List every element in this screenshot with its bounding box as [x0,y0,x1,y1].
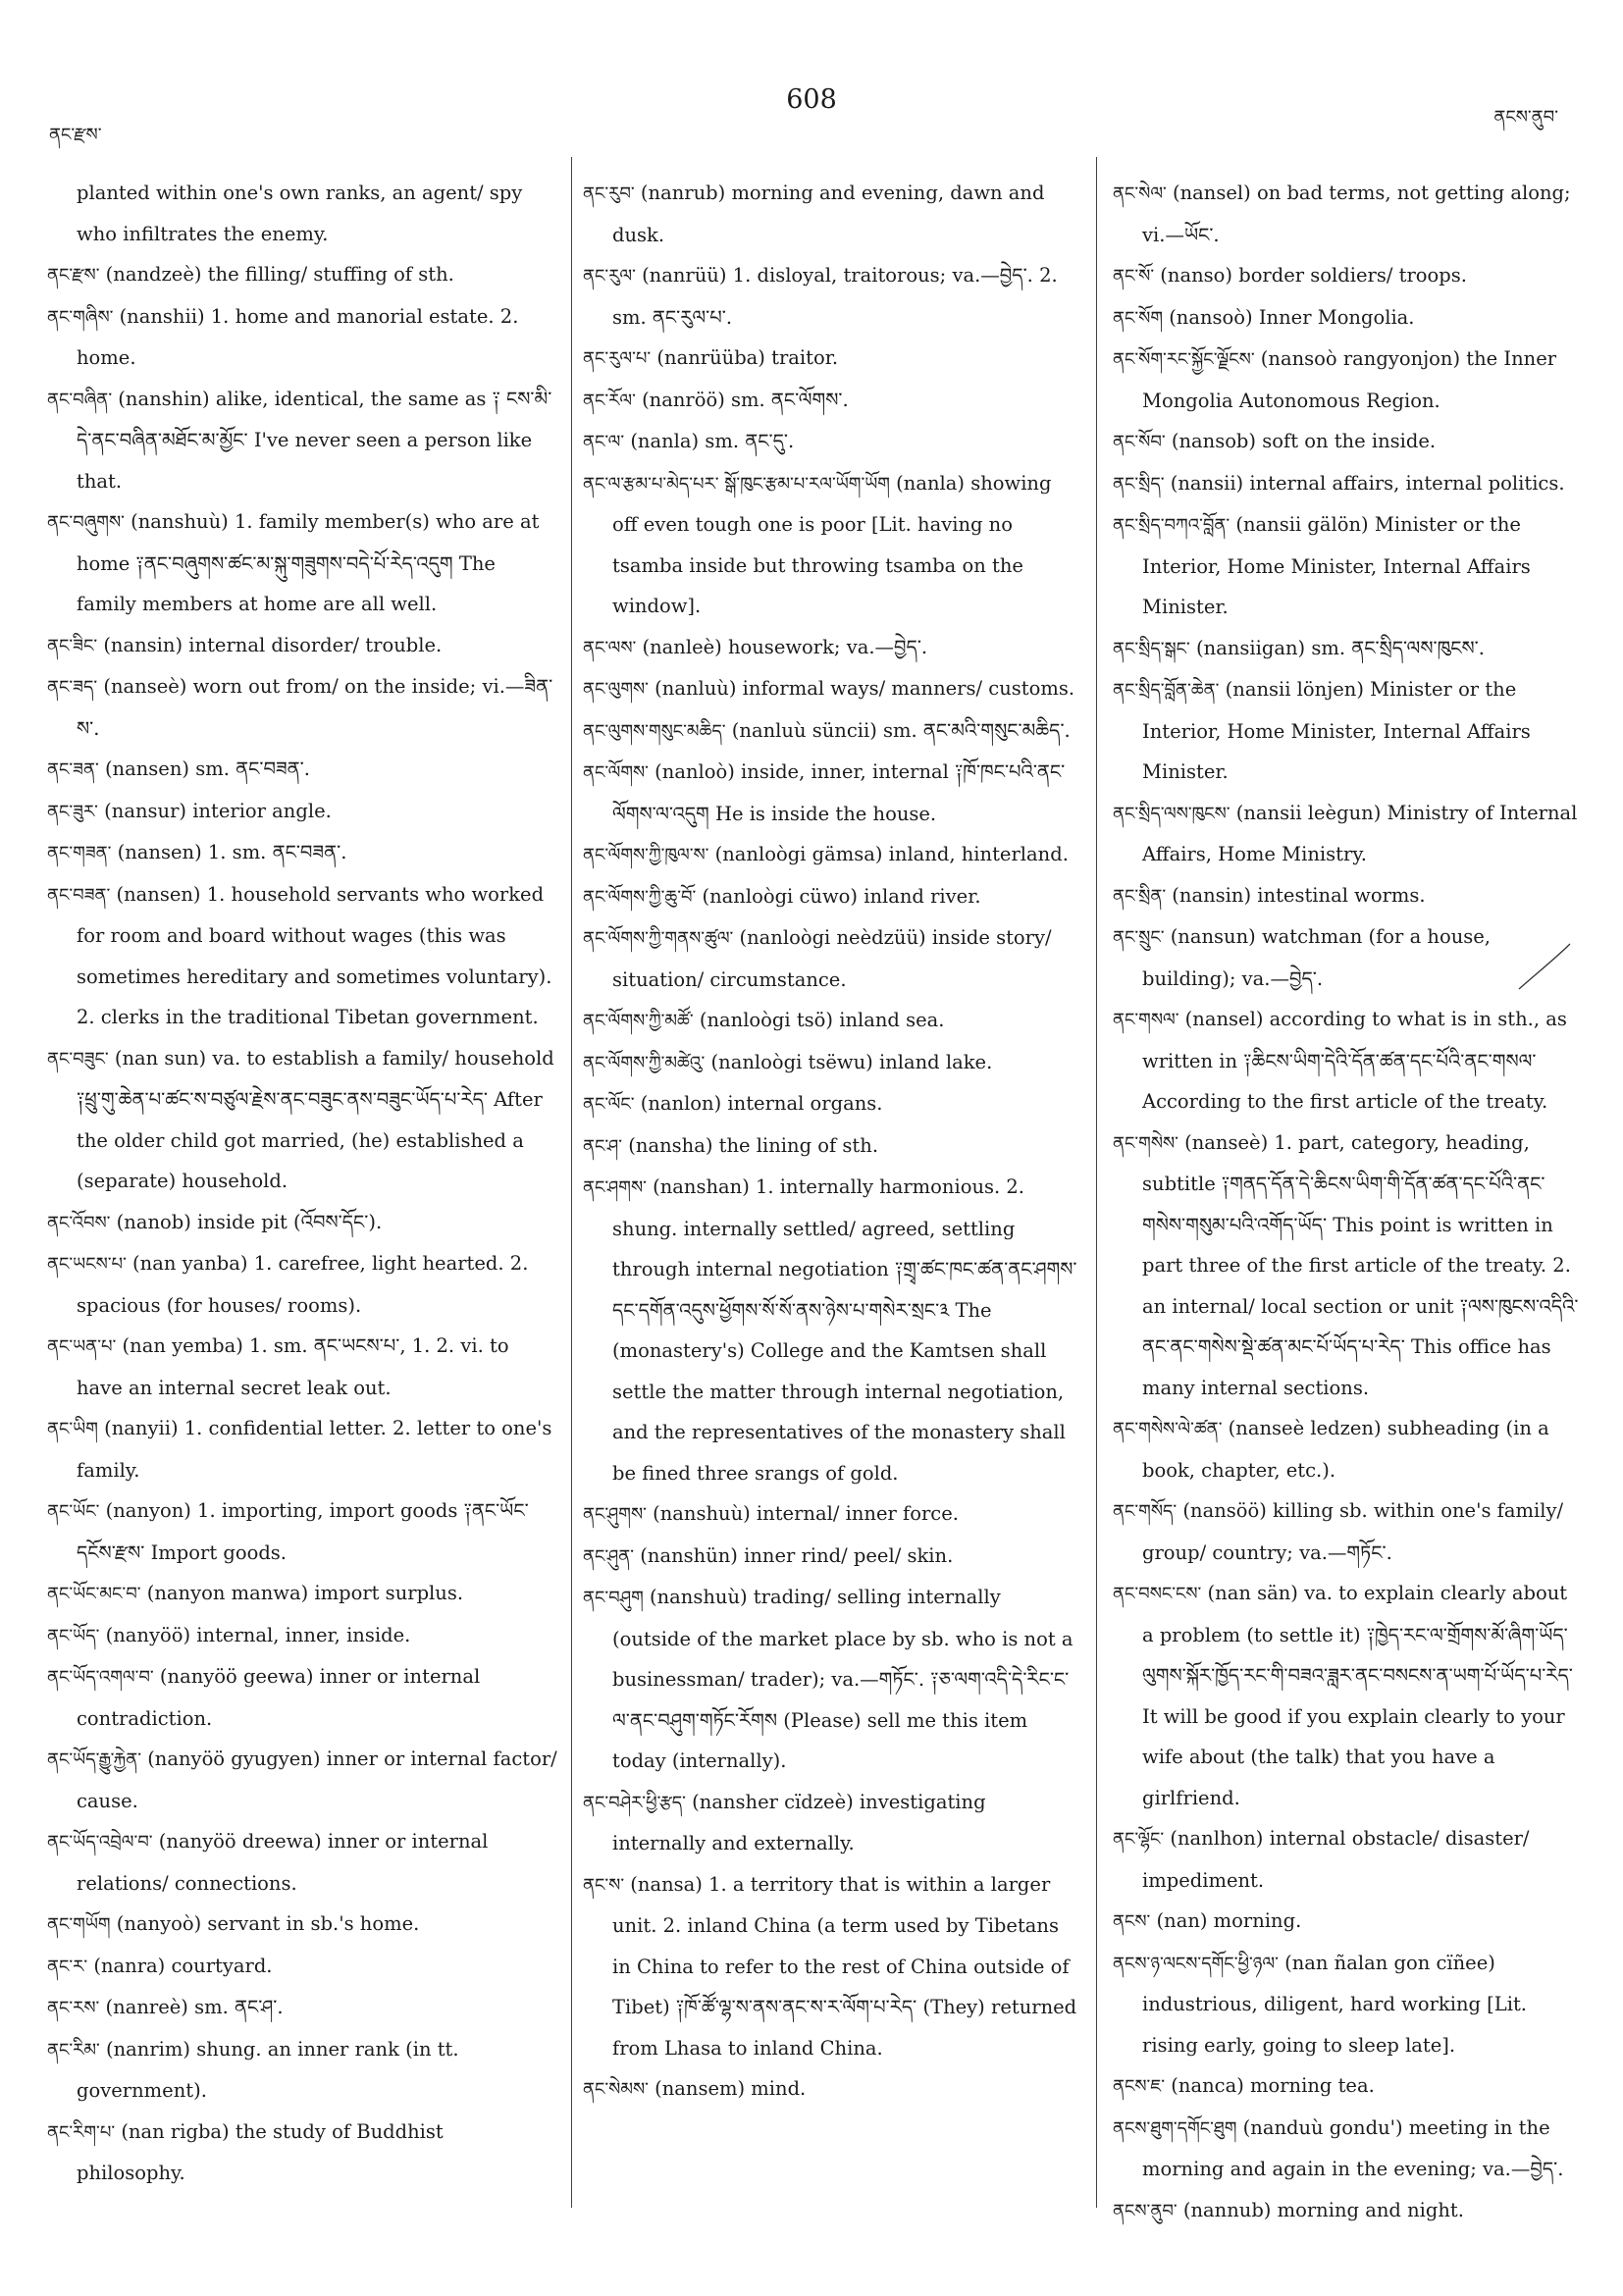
dictionary-entry [1113,2108,1584,2190]
dictionary-entry [583,1782,1079,1864]
dictionary-entry [47,1656,557,1739]
entry-headword: ནང་གསེས་ [1113,1132,1178,1154]
entry-headword: ནང་གཞིས་ [47,306,114,328]
dictionary-entry [583,1864,1079,2069]
entry-headword: ནང་སེལ་ [1113,183,1167,204]
entry-definition: (nandzeè) the filling/ stuffing of sth. [99,263,454,286]
dictionary-entry [583,668,1079,710]
entry-headword: ནངས་ [1113,1911,1151,1932]
entry-headword: ནང་ལྷོང་ [1113,1829,1165,1850]
entry-headword: ནང་ལོགས་ཀྱི་ཆུ་བོ་ [583,886,697,908]
dictionary-entry [47,1739,557,1821]
entry-headword: ནང་ལོགས་ཀྱི་མཚེའུ་ [583,1052,706,1073]
dictionary-entry [47,296,557,379]
entry-headword: ནང་ཤུན་ [583,1545,635,1567]
dictionary-entry [583,1167,1079,1493]
entry-definition: (nanla) showing off even tough one is poor [Lit. having no tsamba inside but throwing tsamba on the window]. [612,471,1052,617]
entry-definition: (nan sän) va. to explain clearly about a problem (to settle it) ༑ཁྱེད་རང་ལ་གྲོགས་མོ་ཞིག་ཡོད་ལུགས་སྐོར་ཁྱོད་རང་གི་བཟའ་ཟླར་ནང་བསངས་ན་ཡག་པོ་ཡོད་པ་རེད་ It will be good if you explain clearly to your wife about (the talk) that you have a girlfriend. [1142,1582,1573,1809]
entry-definition: (nansii lönjen) Minister or the Interior, Home Minister, Internal Affairs Minister. [1142,678,1531,783]
entry-headword: ནང་འོབས་ [47,1212,111,1233]
entry-definition: (nanyöö) internal, inner, inside. [99,1623,411,1646]
dictionary-entry [1113,504,1584,628]
entry-definition: (nanyöö dreewa) inner or internal relations/ connections. [77,1830,489,1895]
dictionary-entry [583,1536,1079,1578]
column-divider [571,157,572,2208]
entry-definition: (nanloògi tsö) inland sea. [693,1009,945,1031]
entry-headword: ནང་ལུགས་ [583,679,649,700]
dictionary-entry [47,1987,557,2029]
dictionary-entry [1113,1818,1584,1901]
entry-headword: ནང་རུབ་ [583,183,635,204]
entry-definition: (nanyöö geewa) inner or internal contradiction. [77,1665,481,1730]
entry-headword: ནང་ཟུར་ [47,801,98,822]
entry-definition: (nansoò) Inner Mongolia. [1163,305,1415,329]
dictionary-entry [47,1408,557,1490]
entry-headword: ནང་རུལ་ [583,266,636,287]
entry-headword: ནང་གཡོག [47,1914,111,1935]
entry-headword: ནང་སྲིན་ [1113,885,1167,907]
entry-definition: (nansen) sm. ནང་བཟན་. [98,757,310,780]
entry-definition: (nanshün) inner rind/ peel/ skin. [634,1543,954,1567]
entry-headword: ནང་ལ་ [583,432,625,452]
dictionary-entry [47,874,557,1038]
entry-headword: ནང་ལོགས་ཀྱི་གནས་ཚུལ་ [583,928,734,949]
dictionary-entry [583,1000,1079,1042]
entry-definition: (nanduù gondu') meeting in the morning and again in the evening; va.—བྱེད་. [1142,2115,1564,2180]
entry-headword: ནང་ཡངས་པ་ [47,1254,127,1275]
dictionary-entry [583,2068,1079,2111]
dictionary-entry [583,1083,1079,1125]
entry-definition: (nan ñalan gon cïñee) industrious, diligent, hard working [Lit. rising early, going to sleep late]. [1142,1951,1528,2057]
column-middle [583,173,1079,2111]
dictionary-entry [1113,2190,1584,2232]
entry-definition: (nanshan) 1. internally harmonious. 2. shung. internally settled/ agreed, settling through internal negotiation ༑གྲྭ་ཚང་ཁང་ཚན་ནང་ཤགས་དང་དགོན་འདུས་ཕྱོགས་སོ་སོ་ནས་ཉེས་པ་གསེར་སྲང་༣ The (monastery's) College and the Kamtsen shall settle the matter through internal negotiation, and the representatives of the monastery shall be fined three srangs of gold. [612,1175,1077,1485]
entry-definition: (nansii) internal affairs, internal politics. [1164,471,1565,495]
entry-definition: (nanluù) informal ways/ manners/ customs. [648,677,1075,700]
dictionary-entry [1113,793,1584,875]
dictionary-entry [583,380,1079,422]
entry-definition: (nanso) border soldiers/ troops. [1154,264,1467,287]
dictionary-entry [1113,1408,1584,1490]
entry-definition: (nansur) interior angle. [97,799,332,822]
entry-definition: (nan rigba) the study of Buddhist philosophy. [77,2119,444,2184]
dictionary-entry [583,173,1079,255]
entry-definition: (nanca) morning tea. [1165,2074,1375,2097]
entry-definition: (nansii gälön) Minister or the Interior, Home Minister, Internal Affairs Minister. [1142,513,1531,618]
dictionary-entry [47,625,557,667]
dictionary-entry [583,710,1079,753]
dictionary-entry [583,876,1079,918]
entry-definition: (nansiigan) sm. ནང་སྲིད་ལས་ཁུངས་. [1189,636,1485,659]
entry-headword: ནང་སྲུང་ [1113,927,1165,948]
dictionary-entry [47,1615,557,1657]
entry-definition: (nansoò rangyonjon) the Inner Mongolia Autonomous Region. [1142,347,1557,412]
entry-headword: ནང་གསོད་ [1113,1501,1178,1522]
dictionary-entry [1113,255,1584,297]
entry-definition: (nan) morning. [1150,1909,1302,1932]
entry-headword: ནང་ལོགས་ཀྱི་ཁུལ་ས་ [583,845,709,865]
entry-headword: ནང་སྲིད་ [1113,473,1165,495]
entry-headword: ནང་ཟིང་ [47,635,98,656]
dictionary-entry [583,1042,1079,1084]
entry-headword: ནང་ཟད་ [47,677,98,698]
entry-definition: (nanla) sm. ནང་དུ་. [624,430,795,452]
entry-definition: (nannub) morning and night. [1177,2198,1464,2221]
entry-definition: (nanleè) housework; va.—བྱེད་. [636,635,928,658]
entry-headword: ནང་བསང་ངས་ [1113,1584,1202,1604]
entry-headword: ནང་ཤགས་ [583,1177,647,1198]
entry-headword: ནང་གསལ་ [1113,1010,1179,1030]
entry-headword: ནང་བཤུག [583,1588,644,1608]
entry-definition: (nanrim) shung. an inner rank (in tt. government). [77,2037,459,2102]
entry-headword: ནང་ལོགས་ཀྱི་མཚོ་ [583,1011,694,1031]
entry-headword: ནང་བཟུང་ [47,1048,109,1070]
entry-headword: ནང་སོ་ [1113,266,1155,287]
dictionary-entry [1113,628,1584,670]
entry-headword: ནང་ཤ་ [583,1135,623,1157]
entry-headword: ནང་སོག [1113,307,1163,329]
dictionary-entry [583,463,1079,627]
column-right [1113,173,1584,2231]
entry-headword: ནང་སྲིད་སྒང་ [1113,638,1190,659]
entry-headword: ནང་རིམ་ [47,2039,100,2061]
dictionary-entry [47,2112,557,2194]
dictionary-entry [583,917,1079,1000]
dictionary-entry [583,627,1079,669]
entry-definition: (nanrüü) 1. disloyal, traitorous; va.—བྱེད་. 2. sm. ནང་རུལ་པ་. [612,264,1058,329]
dictionary-entry [1113,297,1584,339]
dictionary-entry [1113,339,1584,421]
dictionary-entry [1113,463,1584,505]
dictionary-entry [47,1904,557,1946]
entry-definition: (nansa) 1. a territory that is within a larger unit. 2. inland China (a term used by Tibetans in China to refer to the rest of China outside of Tibet) ༑ཁོ་ཚོ་ལྷ་ས་ནས་ནང་ས་ར་ལོག་པ་རེད་ (They) returned from Lhasa to inland China. [612,1872,1077,2060]
entry-headword: ནངས་ཇ་ [1113,2076,1166,2097]
dictionary-entry [1113,1490,1584,1573]
entry-headword: ནང་ས་ [583,1874,625,1896]
entry-headword: ནང་ཤུགས་ [583,1504,647,1525]
entry-definition: (nansin) internal disorder/ trouble. [97,633,443,656]
entry-definition: (nanreè) sm. ནང་ཤ་. [99,1996,284,2018]
entry-definition: (nanloò) inside, inner, internal ༑ཁོ་ཁང་པའི་ནང་ལོགས་ལ་འདུག He is inside the house. [612,760,1066,825]
entry-definition: (nanyoò) servant in sb.'s home. [110,1912,420,1935]
dictionary-entry [47,1573,557,1615]
dictionary-entry [47,1326,557,1408]
dictionary-entry [47,1038,557,1202]
entry-headword: ནང་གསེས་ལེ་ཚན་ [1113,1419,1223,1439]
entry-headword: ནང་ལོགས་ [583,762,649,783]
dictionary-entry [47,379,557,502]
entry-headword: ནང་རས་ [47,1998,100,2018]
page-number: 608 [786,84,837,115]
entry-definition: (nansen) 1. sm. ནང་བཟན་. [111,841,347,863]
entry-headword: ནང་བཞིན་ [47,389,113,410]
entry-definition: (nanshuù) trading/ selling internally (outside of the market place by sb. who is not a businessman/ trader); va.—གཏོང་. ༑ཅ་ལག་འདི་དེ་རིང་ང་ལ་ནང་བཤུག་གཏོང་རོགས (Please) sell me this item today (internally). [612,1586,1073,1772]
entry-definition: (nansem) mind. [648,2077,807,2100]
dictionary-entry [583,338,1079,380]
entry-headword: ནང་བཤེར་ཕྱི་རྩད་ [583,1792,686,1813]
dictionary-entry [1113,999,1584,1122]
dictionary-entry [47,749,557,791]
entry-definition: (nanshii) 1. home and manorial estate. 2. home. [77,304,519,369]
entry-headword: ནང་རིག་པ་ [47,2121,116,2143]
column-left [47,173,557,2194]
entry-definition: (nanrüüba) traitor. [651,346,839,369]
entry-headword: ནང་བཟན་ [47,884,111,906]
entry-headword: ནང་ཡན་པ་ [47,1336,117,1357]
dictionary-entry [47,1821,557,1904]
dictionary-entry [583,421,1079,463]
dictionary-entry [1113,916,1584,999]
entry-headword: ནང་ར་ [47,1956,88,1977]
entry-headword: ནང་སོག་རང་སྐྱོང་ལྗོངས་ [1113,349,1255,370]
entry-headword: ནང་ཡོང་མང་བ་ [47,1584,141,1604]
pencil-mark-icon [1517,942,1572,991]
entry-definition: (nanyon) 1. importing, import goods ༑ནང་ཡོང་དངོས་རྫས་ Import goods. [77,1499,529,1564]
dictionary-entry [47,1243,557,1326]
dictionary-entry [1113,1573,1584,1818]
entry-definition: (nanröö) sm. ནང་ལོགས་. [635,388,849,411]
entry-headword: ནང་སྲིད་བཀའ་བློན་ [1113,515,1230,536]
dictionary-entry [1113,421,1584,463]
dictionary-entry [1113,173,1584,255]
entry-headword: ནངས་ཉ་ལངས་དགོང་ཕྱི་ཉལ་ [1113,1953,1279,1974]
entry-headword: ནང་སྲིད་ལས་ཁུངས་ [1113,803,1230,824]
entry-definition: (nansha) the lining of sth. [622,1133,879,1157]
dictionary-entry [583,834,1079,876]
entry-headword: ནང་སྲིད་བློན་ཆེན་ [1113,680,1220,701]
guide-word-left: ནང་རྫས་ [49,125,102,145]
dictionary-entry [1113,1122,1584,1409]
entry-headword: ནང་སོབ་ [1113,432,1166,452]
entry-headword: ནང་རྫས་ [47,265,100,286]
dictionary-entry [47,2029,557,2112]
guide-word-right: ནངས་ནུབ་ [1493,107,1558,128]
entry-definition: (nan yanba) 1. carefree, light hearted. 2. spacious (for houses/ rooms). [77,1252,529,1317]
dictionary-entry [583,1493,1079,1536]
entry-definition: (nanluù süncii) sm. ནང་མའི་གསུང་མཆིད་. [725,718,1071,742]
entry-headword: ནང་ཡོད་འགལ་བ་ [47,1667,154,1688]
entry-headword: ནང་ཡོད་རྒྱུ་རྐྱེན་ [47,1749,141,1770]
column-divider [1096,157,1097,2208]
dictionary-entry [583,752,1079,834]
dictionary-entry [583,1125,1079,1168]
entry-headword: ནང་ཡོང་ [47,1501,100,1522]
entry-definition: (nansel) according to what is in sth., as written in ༑ཆིངས་ཡིག་དེའི་དོན་ཚན་དང་པོའི་ནང་གསལ་ According to the first article of the treaty. [1142,1008,1567,1113]
entry-definition: planted within one's own ranks, an agent/ spy who infiltrates the enemy. [77,182,523,245]
entry-definition: (nansun) watchman (for a house, building); va.—བྱེད་. [1142,925,1491,990]
dictionary-entry [1113,669,1584,793]
entry-headword: ནང་གཟན་ [47,843,112,863]
entry-headword: ནང་ལོང་ [583,1094,635,1115]
dictionary-entry [47,791,557,833]
entry-headword: ནང་ལ་རྩམ་པ་མེད་པར་ སྒོ་ཁུང་རྩམ་པ་རལ་ཡོག་ཡོག [583,473,890,495]
entry-definition: (nanlhon) internal obstacle/ disaster/ impediment. [1142,1827,1530,1892]
entry-definition: (nanloògi neèdzüü) inside story/ situation/ circumstance. [612,926,1052,991]
dictionary-entry [47,1202,557,1244]
entry-definition: (nansin) intestinal worms. [1166,883,1426,907]
entry-definition: (nanshuù) 1. family member(s) who are at home ༑ནང་བཞུགས་ཚང་མ་སྐུ་གཟུགས་བདེ་པོ་རེད་འདུག The family members at home are all well. [77,510,540,615]
dictionary-entry [47,254,557,296]
dictionary-entry [47,666,557,749]
entry-headword: ནང་ལུགས་གསུང་མཆིད་ [583,720,726,742]
dictionary-entry [47,1946,557,1988]
entry-definition: (nansii leègun) Ministry of Internal Affairs, Home Ministry. [1142,801,1578,865]
entry-headword: ནང་སེམས་ [583,2079,649,2100]
entry-definition: (nanob) inside pit (འོབས་དོང་). [110,1210,383,1233]
entry-definition: (nanseè) 1. part, category, heading, subtitle ༑གནད་དོན་དེ་ཆིངས་ཡིག་གི་དོན་ཚན་དང་པོའི་ནང་གསེས་གསུམ་པའི་འགོད་ཡོད་ This point is written in part three of the first article of the treaty. 2. an internal/ local section or unit ༑ལས་ཁུངས་འདིའི་ནང་ནང་གསེས་སྡེ་ཚན་མང་པོ་ཡོད་པ་རེད་ This office has many internal sections. [1142,1130,1579,1399]
entry-definition: (nansen) 1. household servants who worked for room and board without wages (this was sometimes hereditary and sometimes voluntary). 2. clerks in the traditional Tibetan government. [77,882,552,1028]
entry-definition: (nansel) on bad terms, not getting along; vi.—ཡོང་. [1142,182,1571,246]
entry-definition: (nanloògi tsëwu) inland lake. [705,1050,993,1073]
entry-headword: ནང་ཡོད་ [47,1625,100,1646]
dictionary-entry [47,1490,557,1573]
dictionary-entry [1113,875,1584,917]
dictionary-entry [47,501,557,625]
entry-definition: (nansöö) killing sb. within one's family/ group/ country; va.—གཏོང་. [1142,1499,1564,1564]
entry-headword: ནངས་ཐུག་དགོང་ཐུག [1113,2117,1237,2139]
entry-definition: (nanra) courtyard. [87,1954,273,1977]
entry-definition: (nansob) soft on the inside. [1165,430,1437,452]
dictionary-entry [583,255,1079,338]
entry-definition: (nanrub) morning and evening, dawn and dusk. [612,182,1045,246]
dictionary-entry [583,1577,1079,1782]
entry-definition: (nanloògi gämsa) inland, hinterland. [708,843,1069,865]
entry-definition: (nan sun) va. to establish a family/ household ༑ཕྲུ་གུ་ཆེན་པ་ཚང་ས་བཙུལ་རྗེས་ནང་བཟུང་ནས་བཟུང་ཡོད་པ་རེད་ After the older child got married, (he) established a (separate) household. [77,1046,554,1192]
entry-definition: (nan yemba) 1. sm. ནང་ཡངས་པ་, 1. 2. vi. to have an internal secret leak out. [77,1334,509,1399]
entry-definition: (nansher cïdzeè) investigating internally and externally. [612,1790,986,1854]
dictionary-entry [1113,1901,1584,1943]
dictionary-entry [1113,1943,1584,2066]
entry-headword: ནང་བཞུགས་ [47,512,125,533]
entry-headword: ནང་ཟན་ [47,759,99,780]
entry-headword: ནང་ལས་ [583,637,637,658]
entry-definition: (nanyöö gyugyen) inner or internal factor/ cause. [77,1748,557,1812]
entry-definition: (nanyii) 1. confidential letter. 2. letter to one's family. [77,1417,552,1482]
dictionary-entry [47,173,557,254]
entry-headword: ནང་ཡིག [47,1419,98,1439]
entry-definition: (nanshin) alike, identical, the same as ༑ ངས་མི་དེ་ནང་བཞིན་མཐོང་མ་མྱོང་ I've never seen a person like that. [77,387,552,493]
entry-definition: (nanseè) worn out from/ on the inside; vi.—ཟིན་ས་. [77,675,553,740]
entry-definition: (nanlon) internal organs. [634,1092,883,1115]
dictionary-entry [1113,2065,1584,2108]
entry-headword: ནངས་ནུབ་ [1113,2200,1178,2221]
entry-definition: (nanseè ledzen) subheading (in a book, chapter, etc.). [1142,1417,1549,1482]
entry-headword: ནང་ཡོད་འབྲེལ་བ་ [47,1832,153,1852]
entry-definition: (nanloògi cüwo) inland river. [696,884,981,908]
entry-headword: ནང་རོལ་ [583,390,636,411]
dictionary-entry [47,832,557,874]
entry-definition: (nanyon manwa) import surplus. [140,1582,464,1604]
entry-definition: (nanshuù) internal/ inner force. [646,1502,959,1525]
entry-headword: ནང་རུལ་པ་ [583,348,652,369]
